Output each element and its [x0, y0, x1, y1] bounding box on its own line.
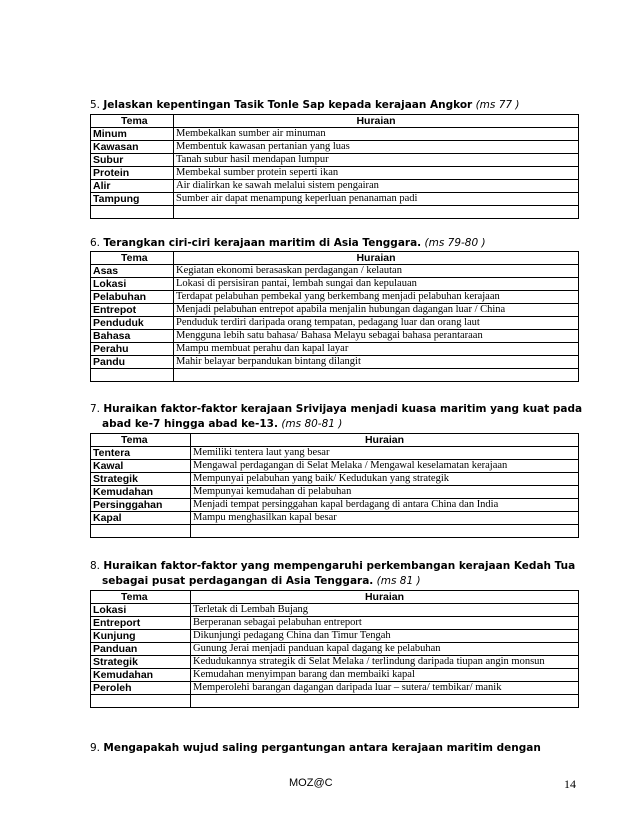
row-tema: Strategik [91, 656, 191, 669]
header-tema: Tema [91, 434, 191, 447]
table-row [91, 486, 579, 499]
table-q7 [90, 433, 579, 538]
row-huraian: Tanah subur hasil mendapan lumpur [174, 154, 579, 167]
question-8 [90, 559, 590, 589]
row-huraian: Membekalkan sumber air minuman [174, 128, 579, 141]
row-huraian: Menjadi tempat persinggahan kapal berdagang di antara China dan India [191, 499, 579, 512]
footer-label: MOZ@C [289, 777, 333, 789]
row-huraian: Memiliki tentera laut yang besar [191, 447, 579, 460]
row-huraian: Memperolehi barangan dagangan daripada luar – sutera/ tembikar/ manik [191, 682, 579, 695]
row-tema: Kapal [91, 512, 191, 525]
table-row [91, 356, 579, 369]
header-tema: Tema [91, 591, 191, 604]
row-huraian: Mengawal perdagangan di Selat Melaka / Mengawal keselamatan kerajaan [191, 460, 579, 473]
question-number: 7. [90, 403, 101, 415]
header-tema: Tema [91, 115, 174, 128]
table-row [91, 128, 579, 141]
table-row [91, 512, 579, 525]
question-text: Huraikan faktor-faktor kerajaan Srivijaya menjadi kuasa maritim yang kuat pada [103, 403, 583, 415]
empty-row [91, 525, 579, 538]
row-huraian: Sumber air dapat menampung keperluan penanaman padi [174, 193, 579, 206]
page-reference: (ms 77 ) [475, 99, 520, 111]
row-tema: Kemudahan [91, 486, 191, 499]
table-row [91, 682, 579, 695]
row-huraian: Berperanan sebagai pelabuhan entreport [191, 617, 579, 630]
row-tema: Bahasa [91, 330, 174, 343]
row-tema: Persinggahan [91, 499, 191, 512]
row-huraian: Mampu menghasilkan kapal besar [191, 512, 579, 525]
question-text: Huraikan faktor-faktor yang mempengaruhi perkembangan kerajaan Kedah Tua [103, 560, 576, 572]
table-row [91, 154, 579, 167]
question-text: Jelaskan kepentingan Tasik Tonle Sap kepada kerajaan Angkor [103, 99, 473, 111]
table-row [91, 167, 579, 180]
page-number: 14 [564, 777, 576, 791]
row-tema: Tentera [91, 447, 191, 460]
row-tema: Lokasi [91, 278, 174, 291]
row-tema: Kawal [91, 460, 191, 473]
row-tema: Subur [91, 154, 174, 167]
row-tema: Panduan [91, 643, 191, 656]
row-huraian: Air dialirkan ke sawah melalui sistem pengairan [174, 180, 579, 193]
row-huraian: Mempunyai pelabuhan yang baik/ Kedudukan yang strategik [191, 473, 579, 486]
table-row [91, 193, 579, 206]
row-tema: Alir [91, 180, 174, 193]
question-number: 6. [90, 237, 101, 249]
table-q6 [90, 251, 579, 382]
table-row [91, 141, 579, 154]
row-huraian: Terletak di Lembah Bujang [191, 604, 579, 617]
row-tema: Pandu [91, 356, 174, 369]
table-row [91, 630, 579, 643]
question-number: 5. [90, 99, 101, 111]
header-tema: Tema [91, 252, 174, 265]
row-tema: Entrepot [91, 304, 174, 317]
table-row [91, 317, 579, 330]
row-huraian: Membekal sumber protein seperti ikan [174, 167, 579, 180]
table-row [91, 617, 579, 630]
row-huraian: Mempunyai kemudahan di pelabuhan [191, 486, 579, 499]
row-tema: Kawasan [91, 141, 174, 154]
table-row [91, 643, 579, 656]
question-text: Mengapakah wujud saling pergantungan antara kerajaan maritim dengan [103, 742, 541, 754]
question-number: 8. [90, 560, 101, 572]
table-row [91, 473, 579, 486]
row-tema: Kunjung [91, 630, 191, 643]
row-huraian: Membentuk kawasan pertanian yang luas [174, 141, 579, 154]
row-tema: Pelabuhan [91, 291, 174, 304]
table-row [91, 330, 579, 343]
table-q5 [90, 114, 579, 219]
row-huraian: Menjadi pelabuhan entrepot apabila menjalin hubungan dagangan luar / China [174, 304, 579, 317]
question-text-cont: sebagai pusat perdagangan di Asia Tenggara. [102, 575, 374, 587]
table-row [91, 180, 579, 193]
row-tema: Asas [91, 265, 174, 278]
row-tema: Kemudahan [91, 669, 191, 682]
row-tema: Lokasi [91, 604, 191, 617]
row-huraian: Terdapat pelabuhan pembekal yang berkembang menjadi pelabuhan kerajaan [174, 291, 579, 304]
empty-row [91, 369, 579, 382]
table-row [91, 604, 579, 617]
row-tema: Tampung [91, 193, 174, 206]
row-huraian: Mahir belayar berpandukan bintang dilangit [174, 356, 579, 369]
row-tema: Peroleh [91, 682, 191, 695]
row-huraian: Kemudahan menyimpan barang dan membaiki kapal [191, 669, 579, 682]
table-row [91, 447, 579, 460]
question-6 [90, 236, 590, 251]
row-tema: Protein [91, 167, 174, 180]
row-huraian: Kegiatan ekonomi berasaskan perdagangan / kelautan [174, 265, 579, 278]
row-huraian: Lokasi di persisiran pantai, lembah sungai dan kepulauan [174, 278, 579, 291]
header-huraian: Huraian [174, 115, 579, 128]
table-q8 [90, 590, 579, 708]
table-row [91, 304, 579, 317]
question-7 [90, 402, 590, 432]
table-row [91, 291, 579, 304]
question-number: 9. [90, 742, 101, 754]
question-text: Terangkan ciri-ciri kerajaan maritim di Asia Tenggara. [103, 237, 422, 249]
question-5 [90, 98, 590, 113]
table-row [91, 499, 579, 512]
table-row [91, 669, 579, 682]
table-row [91, 656, 579, 669]
table-row [91, 343, 579, 356]
row-huraian: Dikunjungi pedagang China dan Timur Tengah [191, 630, 579, 643]
page-reference: (ms 80-81 ) [281, 418, 343, 430]
question-text-cont: abad ke-7 hingga abad ke-13. [102, 418, 278, 430]
row-huraian: Kedudukannya strategik di Selat Melaka / terlindung daripada tiupan angin monsun [191, 656, 579, 669]
table-row [91, 278, 579, 291]
page-reference: (ms 79-80 ) [424, 237, 486, 249]
empty-row [91, 695, 579, 708]
table-row [91, 460, 579, 473]
header-huraian: Huraian [191, 591, 579, 604]
row-huraian: Mengguna lebih satu bahasa/ Bahasa Melayu sebagai bahasa perantaraan [174, 330, 579, 343]
row-huraian: Gunung Jerai menjadi panduan kapal dagang ke pelabuhan [191, 643, 579, 656]
row-tema: Penduduk [91, 317, 174, 330]
question-9 [90, 741, 590, 756]
empty-row [91, 206, 579, 219]
header-huraian: Huraian [174, 252, 579, 265]
header-huraian: Huraian [191, 434, 579, 447]
page-reference: (ms 81 ) [376, 575, 421, 587]
row-tema: Minum [91, 128, 174, 141]
row-huraian: Mampu membuat perahu dan kapal layar [174, 343, 579, 356]
row-tema: Strategik [91, 473, 191, 486]
table-row [91, 265, 579, 278]
row-huraian: Penduduk terdiri daripada orang tempatan, pedagang luar dan orang laut [174, 317, 579, 330]
row-tema: Entreport [91, 617, 191, 630]
row-tema: Perahu [91, 343, 174, 356]
